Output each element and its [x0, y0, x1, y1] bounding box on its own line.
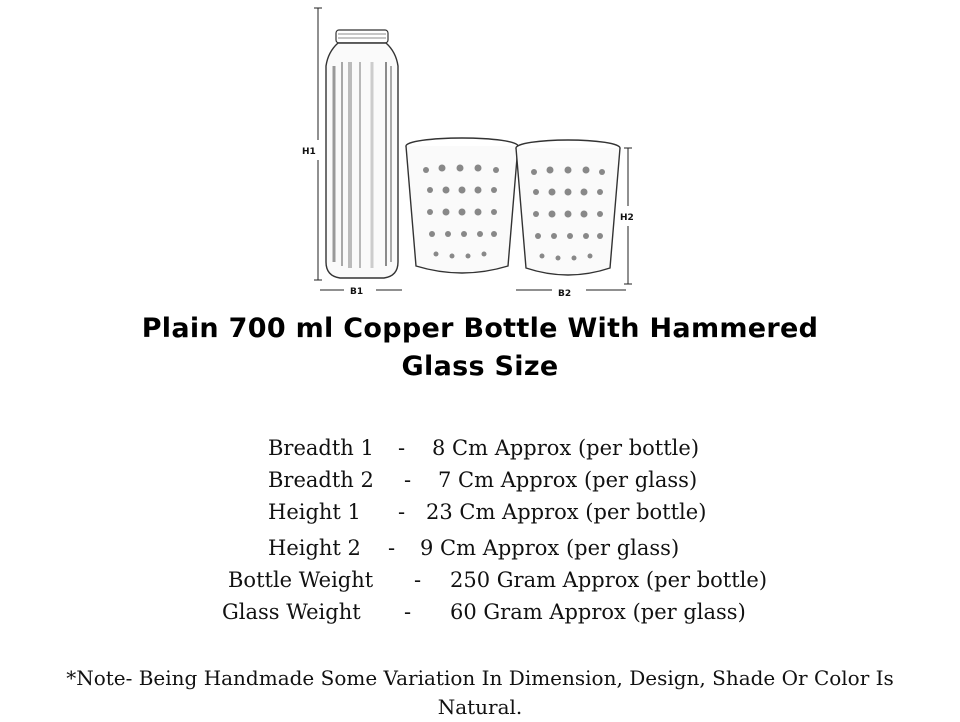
spec-value: 8 Cm Approx (per bottle) [432, 436, 700, 460]
handmade-note: *Note- Being Handmade Some Variation In Dimension, Design, Shade Or Color Is Natural. [66, 666, 894, 719]
hammered-glass-2 [516, 140, 620, 275]
spec-value: 60 Gram Approx (per glass) [450, 600, 746, 624]
spec-label: Breadth 1 [268, 436, 374, 460]
spec-label: Breadth 2 [268, 468, 374, 492]
spec-separator: - [398, 436, 406, 460]
spec-value: 7 Cm Approx (per glass) [438, 468, 698, 492]
spec-value: 23 Cm Approx (per bottle) [426, 500, 707, 524]
spec-separator: - [404, 468, 412, 492]
spec-label: Glass Weight [222, 600, 361, 624]
hammered-glass-1 [406, 138, 518, 273]
title-line-1: Plain 700 ml Copper Bottle With Hammered [141, 313, 819, 344]
copper-bottle [326, 30, 398, 278]
spec-separator: - [398, 500, 406, 524]
b1-label: B1 [350, 287, 364, 297]
spec-value: 9 Cm Approx (per glass) [420, 536, 680, 560]
product-illustration [290, 0, 670, 302]
spec-separator: - [414, 568, 422, 592]
spec-separator: - [388, 536, 396, 560]
spec-label: Bottle Weight [228, 568, 374, 592]
spec-value: 250 Gram Approx (per bottle) [450, 568, 768, 592]
spec-separator: - [404, 600, 412, 624]
title-line-2: Glass Size [401, 351, 559, 382]
h2-label: H2 [620, 213, 634, 223]
spec-label: Height 2 [268, 536, 361, 560]
product-title [0, 310, 960, 386]
b2-label: B2 [558, 289, 572, 299]
h1-dimension-line [314, 8, 322, 280]
h1-label: H1 [302, 147, 316, 157]
spec-label: Height 1 [268, 500, 361, 524]
